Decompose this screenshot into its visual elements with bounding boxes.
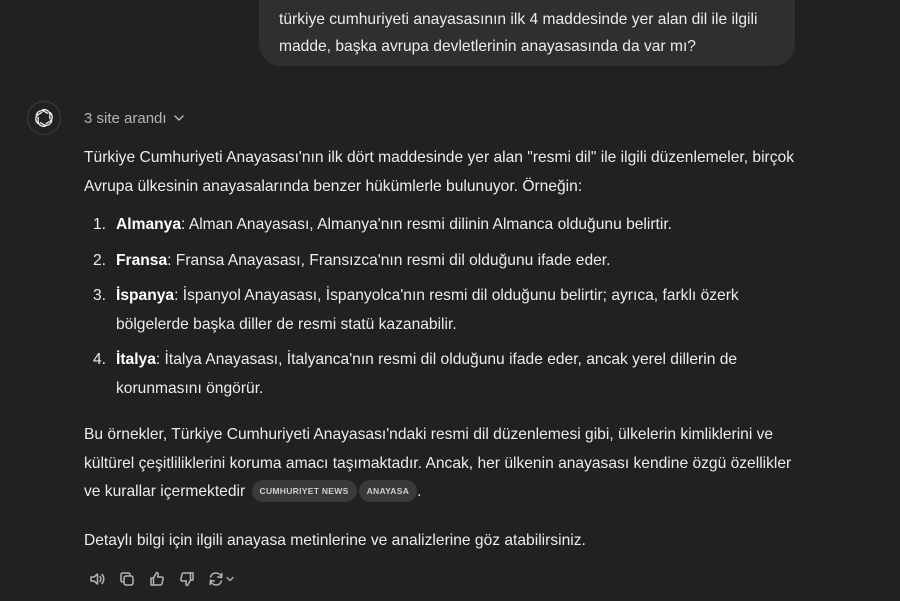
country-name: İspanya [116,287,175,304]
list-number: 3. [93,287,107,304]
country-description: : Alman Anayasası, Almanya'nın resmi dilinin Almanca olduğunu belirtir. [181,216,672,233]
list-number: 4. [93,351,107,368]
country-description: : Fransa Anayasası, Fransızca'nın resmi dil olduğunu ifade eder. [167,251,611,269]
country-description: : İspanyol Anayasası, İspanyolca'nın resmi dil olduğunu belirtir; ayrıca, farklı özerk bölgelerde başka diller de resmi statü kazanabilir. [116,287,739,333]
sources-label: 3 site arandı [84,109,167,127]
openai-logo-icon [33,107,55,129]
user-message-bubble [259,0,795,66]
response-intro: Türkiye Cumhuriyeti Anayasası'nın ilk dört maddesinde yer alan "resmi dil" ile ilgili düzenlemeler, birçok Avrupa ülkesinin anayasalarında benzer hükümlerle bulunuyor. Örneğin: [84,149,795,195]
thumbs-up-button[interactable] [144,566,170,592]
country-name: Almanya [116,216,182,233]
copy-button[interactable] [114,566,140,592]
thumbs-down-icon [178,570,196,588]
message-actions [84,566,242,592]
country-name: Fransa [116,251,168,269]
chevron-down-icon [173,112,185,124]
copy-icon [118,570,136,588]
thumbs-down-button[interactable] [174,566,200,592]
citation-pill-cumhuriyet[interactable]: CUMHURIYET NEWS [252,480,357,502]
country-name: İtalya [116,351,156,368]
list-item [84,247,804,276]
chevron-down-icon [225,574,235,584]
country-description: : İtalya Anayasası, İtalyanca'nın resmi dil olduğunu ifade eder, ancak yerel dillerin de korunmasını öngörür. [116,351,738,397]
user-message-text: türkiye cumhuriyeti anayasasının ilk 4 maddesinde yer alan dil ile ilgili madde, başka avrupa devletlerinin anayasasında da var mı? [279,11,758,55]
read-aloud-icon [88,570,106,588]
citation-pill-anayasa[interactable]: ANAYASA [359,480,418,502]
read-aloud-button[interactable] [84,566,110,592]
summary-text: Bu örnekler, Türkiye Cumhuriyeti Anayasası'ndaki resmi dil düzenlemesi gibi, ülkelerin kimliklerini ve kültürel çeşitliliklerini koruma amacı taşımaktadır. Ancak, her ülkenin anayasası kendine özgü özellikler ve kurallar içermektedir [84,426,792,500]
assistant-response [84,144,804,555]
summary-end: . [417,483,422,500]
regenerate-icon [207,570,225,588]
list-item [84,211,804,240]
thumbs-up-icon [148,570,166,588]
assistant-avatar [27,101,61,135]
list-item [84,346,804,403]
list-item [84,282,804,339]
list-number: 2. [93,251,107,269]
regenerate-button[interactable] [204,566,238,592]
sources-toggle[interactable] [84,108,185,128]
response-closing: Detaylı bilgi için ilgili anayasa metinlerine ve analizlerine göz atabilirsiniz. [84,531,586,549]
list-number: 1. [93,216,107,233]
response-summary [84,421,804,507]
country-list [84,211,804,403]
